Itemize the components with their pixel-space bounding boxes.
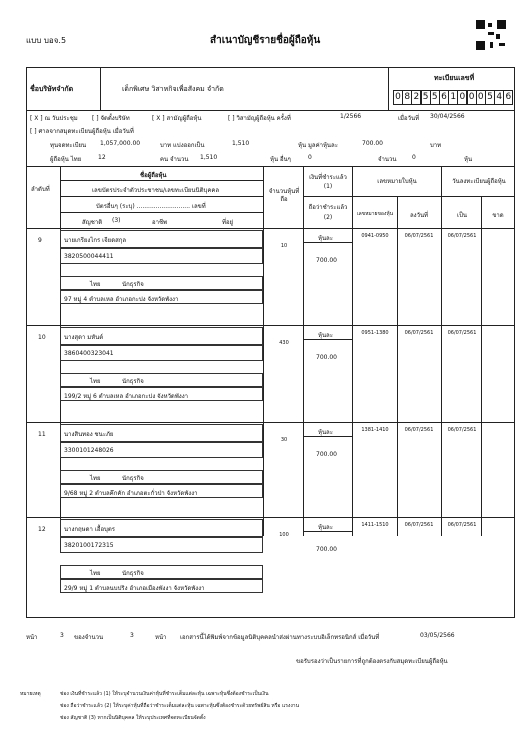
meeting-option-from-register: [ ] ศาลจากสมุดทะเบียนผู้ถือหุ้น เมื่อวันที่	[30, 128, 134, 135]
certificate-number: 1381-1410	[361, 427, 389, 433]
col-header-paid-deemed: ถือว่าชำระแล้ว	[308, 204, 348, 211]
page-title: สำเนาบัญชีรายชื่อผู้ถือหุ้น	[210, 35, 321, 46]
col-header-ceased: ขาด	[492, 212, 504, 219]
holder-nationality: ไทย	[90, 281, 101, 288]
thai-shares-label: คน จำนวน	[160, 156, 189, 163]
col-header-certificate: เลขหมายใบหุ้น	[377, 178, 417, 185]
baht-label: บาท	[430, 142, 442, 149]
col-header-paid: เงินที่ชำระแล้ว	[309, 174, 347, 181]
registration-digit: 1	[448, 90, 458, 105]
holder-occupation: นักธุรกิจ	[122, 475, 144, 482]
holder-shares: 30	[280, 437, 288, 443]
holder-address: 199/2 หมู่ 6 ตำบลเหล อำเภอกะปง จังหวัดพังงา	[64, 393, 189, 400]
per-share-label: หุ้นละ	[318, 235, 333, 242]
remark-1: ช่อง เงินที่ชำระแล้ว (1) ให้ระบุจำนวนเงินค่าหุ้นที่ชำระเต็มแต่ละหุ้น เฉพาะหุ้นซึ่งต้องชำระเป็นเงิน	[60, 691, 269, 697]
certificate-number: 0951-1380	[361, 330, 389, 336]
holder-name: นางสุดา มหันต์	[64, 334, 104, 341]
registration-label: ทะเบียนเลขที่	[434, 74, 475, 82]
footer-page-label-2: หน้า	[155, 634, 167, 641]
other-shares-label: จำนวน	[378, 156, 397, 163]
remark-2: ช่อง ถือว่าชำระแล้ว (2) ให้ระบุค่าหุ้นที่ถือว่าชำระเต็มแต่ละหุ้น เฉพาะหุ้นซึ่งต้องชำระด้วยทรัพย์สิน หรือ แรงงาน	[60, 703, 299, 709]
certificate-date: 06/07/2561	[404, 522, 434, 528]
company-name: เด็กพิเศษ วิสาหกิจเพื่อสังคม จำกัด	[122, 85, 224, 93]
per-share-label: หุ้นละ	[318, 524, 333, 531]
paid-divider	[303, 242, 352, 243]
register-date: 06/07/2561	[447, 427, 477, 433]
meeting-date: 30/04/2566	[430, 113, 465, 120]
col-header-occupation: อาชีพ	[152, 219, 167, 226]
registration-digit: 6	[503, 90, 513, 105]
holder-nationality: ไทย	[90, 570, 101, 577]
meeting-date-label: เมื่อวันที่	[398, 115, 420, 122]
row-number: 12	[38, 526, 46, 533]
row-divider	[26, 517, 515, 518]
registration-digit: 2	[411, 90, 421, 105]
holder-address: 9/68 หมู่ 2 ตำบลคึกคัก อำเภอตะกั่วป่า จังหวัดพังงา	[64, 490, 198, 497]
capital-shares: 1,510	[232, 140, 250, 147]
holder-id: 3860400323041	[64, 350, 114, 357]
par-value: 700.00	[362, 140, 383, 147]
register-date: 06/07/2561	[447, 233, 477, 239]
row-divider	[26, 422, 515, 423]
paid-amount: 700.00	[316, 546, 337, 553]
registration-digit: 0	[467, 90, 477, 105]
electronic-date: 03/05/2566	[420, 632, 455, 639]
holder-shares: 430	[279, 340, 289, 346]
holder-occupation: นักธุรกิจ	[122, 570, 144, 577]
footer-of-label: ของจำนวน	[74, 634, 104, 641]
registration-digit: 4	[494, 90, 504, 105]
per-share-label: หุ้นละ	[318, 429, 333, 436]
col-header-address: ที่อยู่	[222, 219, 234, 226]
holder-shares: 10	[280, 243, 288, 249]
certificate-number: 1411-1510	[361, 522, 389, 528]
certify-statement: ขอรับรองว่าเป็นรายการที่ถูกต้องตรงกับสมุดทะเบียนผู้ถือหุ้น	[296, 658, 448, 665]
col-header-nationality-num: (3)	[112, 217, 121, 224]
other-shares: 0	[412, 154, 416, 161]
certificate-date: 06/07/2561	[404, 233, 434, 239]
holder-occupation: นักธุรกิจ	[122, 281, 144, 288]
thai-holders-count: 12	[98, 154, 106, 161]
paid-amount: 700.00	[316, 257, 337, 264]
register-date: 06/07/2561	[447, 522, 477, 528]
registration-digit: 0	[476, 90, 486, 105]
par-label: หุ้น มูลค่าหุ้นละ	[298, 142, 338, 149]
registration-digit: 0	[457, 90, 467, 105]
form-code: แบบ บอจ.5	[26, 36, 67, 45]
registration-digit: 0	[393, 90, 403, 105]
thai-shares: 1,510	[200, 154, 218, 161]
footer-page-number: 3	[60, 632, 64, 639]
paid-amount: 700.00	[316, 354, 337, 361]
capital-divide-label: บาท แบ่งออกเป็น	[160, 142, 205, 149]
paid-divider	[303, 436, 352, 437]
meeting-number: 1/2566	[340, 113, 362, 120]
holder-occupation: นักธุรกิจ	[122, 378, 144, 385]
holder-address: 29/9 หมู่ 1 ตำบลนบปริง อำเภอเมืองพังงา จังหวัดพังงา	[64, 585, 205, 592]
holder-address: 97 หมู่ 4 ตำบลเหล อำเภอกะปง จังหวัดพังงา	[64, 296, 179, 303]
meeting-option-at-meeting: [ X ] ณ วันประชุม	[30, 115, 78, 122]
holder-id: 3300101248026	[64, 447, 114, 454]
certificate-date: 06/07/2561	[404, 427, 434, 433]
col-header-no: ลำดับที่	[31, 186, 50, 193]
holder-name: นางกฤษดา เอื้อบุตร	[64, 526, 115, 533]
register-date: 06/07/2561	[447, 330, 477, 336]
row-number: 11	[38, 431, 46, 438]
other-shares-unit: หุ้น	[464, 156, 473, 163]
registration-digit: 6	[439, 90, 449, 105]
paid-divider	[303, 339, 352, 340]
col-header-paid-num: (1)	[323, 183, 333, 190]
other-holders-count: 0	[308, 154, 312, 161]
col-header-paid-deemed-num: (2)	[323, 214, 333, 221]
holder-shares: 100	[279, 532, 289, 538]
remark-label: หมายเหตุ	[20, 691, 41, 697]
holder-id: 3820100172315	[64, 542, 114, 549]
holder-name: นางสินทอง ชนะภัย	[64, 431, 114, 438]
col-header-cert-date: ลงวันที่	[409, 212, 429, 219]
paid-amount: 700.00	[316, 451, 337, 458]
row-number: 9	[38, 237, 42, 244]
other-holders-label: หุ้น อื่นๆ	[270, 156, 291, 163]
col-header-cert-no: เลขหมายของหุ้น	[356, 211, 394, 217]
col-header-id-other: บัตรอื่นๆ (ระบุ) ............................ เลขที่	[96, 203, 206, 210]
meeting-option-establish: [ ] จัดตั้งบริษัท	[92, 115, 130, 122]
qr-code-icon	[476, 20, 506, 50]
holder-id: 3820500044411	[64, 253, 114, 260]
certificate-number: 0941-0950	[361, 233, 389, 239]
holder-nationality: ไทย	[90, 475, 101, 482]
footer-page-label: หน้า	[26, 634, 38, 641]
registration-digit: 5	[485, 90, 495, 105]
col-header-id-type: เลขบัตรประจำตัวประชาชน/เลขทะเบียนนิติบุคคล	[92, 187, 220, 194]
thai-holders-label: ผู้ถือหุ้น ไทย	[50, 156, 82, 163]
col-header-became: เป็น	[457, 212, 467, 219]
meeting-option-ordinary: [ X ] สามัญผู้ถือหุ้น	[152, 115, 202, 122]
remark-3: ช่อง สัญชาติ (3) หากเป็นนิติบุคคล ให้ระบุประเทศที่จดทะเบียนจัดตั้ง	[60, 715, 206, 721]
paid-divider	[303, 531, 352, 532]
certificate-date: 06/07/2561	[404, 330, 434, 336]
per-share-label: หุ้นละ	[318, 332, 333, 339]
registration-digit: 5	[430, 90, 440, 105]
company-label: ชื่อบริษัทจำกัด	[30, 85, 74, 93]
col-header-holder: ชื่อผู้ถือหุ้น	[140, 172, 167, 179]
footer-page-total: 3	[130, 632, 134, 639]
electronic-note: เอกสารนี้ได้พิมพ์จากข้อมูลนิติบุคคลนำส่งผ่านทางระบบอิเล็กทรอนิกส์ เมื่อวันที่	[180, 634, 380, 641]
registration-digit: 8	[402, 90, 412, 105]
col-header-shares: จำนวนหุ้นที่ถือ	[268, 188, 300, 203]
registration-digit: 5	[421, 90, 431, 105]
capital-amount: 1,057,000.00	[100, 140, 141, 147]
row-number: 10	[38, 334, 46, 341]
holder-name: นายเกรียงไกร เจียดสกุล	[64, 237, 127, 244]
capital-label: ทุนจดทะเบียน	[50, 142, 87, 149]
holder-nationality: ไทย	[90, 378, 101, 385]
col-header-register-date: วันลงทะเบียนผู้ถือหุ้น	[452, 178, 506, 185]
meeting-option-extraordinary: [ ] วิสามัญผู้ถือหุ้น ครั้งที่	[228, 115, 291, 122]
col-header-nationality: สัญชาติ	[82, 219, 103, 226]
row-divider	[26, 325, 515, 326]
